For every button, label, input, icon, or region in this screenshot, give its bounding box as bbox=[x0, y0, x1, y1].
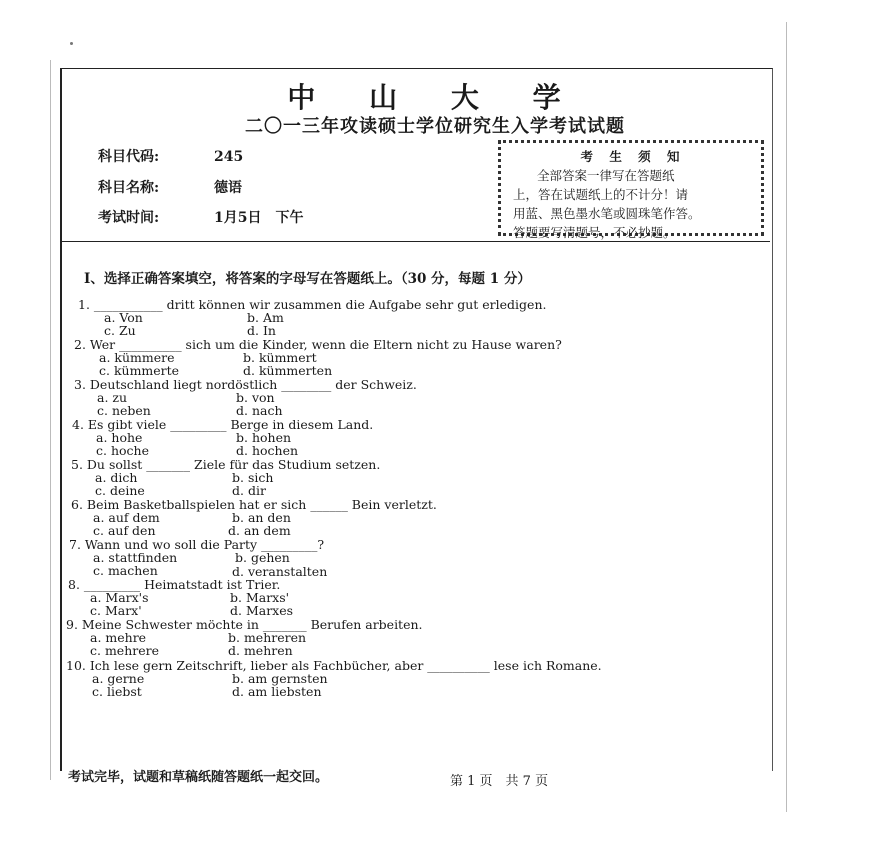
question-stem: 9. Meine Schwester möchte in _______ Berufen arbeiten. bbox=[66, 617, 423, 632]
option-b: b. an den bbox=[232, 510, 291, 525]
question-stem: 7. Wann und wo soll die Party _________? bbox=[69, 537, 325, 552]
option-a: a. Von bbox=[104, 310, 143, 325]
option-c: c. neben bbox=[97, 403, 151, 418]
option-d: d. In bbox=[247, 323, 276, 338]
option-c: c. auf den bbox=[93, 523, 156, 538]
option-a: a. zu bbox=[97, 390, 128, 405]
option-d: d. dir bbox=[232, 483, 266, 498]
scan-speck bbox=[70, 42, 73, 45]
question-stem: 10. Ich lese gern Zeitschrift, lieber als Fachbücher, aber __________ lese ich Romane. bbox=[66, 658, 602, 673]
option-d: d. hochen bbox=[236, 443, 299, 458]
question-stem: 3. Deutschland liegt nordöstlich ________ der Schweiz. bbox=[74, 377, 417, 392]
section-title: I、选择正确答案填空，将答案的字母写在答题纸上。（30 分，每题 1 分） bbox=[84, 271, 531, 287]
notice-line: 用蓝、黑色墨水笔或圆珠笔作答。 bbox=[513, 206, 701, 221]
option-a: a. auf dem bbox=[93, 510, 160, 525]
subject-name-label: 科目名称: bbox=[98, 180, 160, 196]
option-a: a. hohe bbox=[96, 430, 143, 445]
option-a: a. dich bbox=[95, 470, 138, 485]
option-c: c. Zu bbox=[104, 323, 136, 338]
option-c: c. liebst bbox=[92, 684, 142, 699]
exam-time-row bbox=[98, 207, 303, 227]
question-stem: 6. Beim Basketballspielen hat er sich ______ Bein verletzt. bbox=[71, 497, 437, 512]
notice-title: 考 生 须 知 bbox=[580, 149, 686, 164]
option-b: b. kümmert bbox=[243, 350, 317, 365]
exam-title: 二〇一三年攻读硕士学位研究生入学考试试题 bbox=[245, 116, 625, 137]
option-b: b. mehreren bbox=[228, 630, 307, 645]
question-stem: 8. _________ Heimatstadt ist Trier. bbox=[68, 577, 281, 592]
option-c: c. kümmerte bbox=[99, 363, 180, 378]
notice-line: 全部答案一律写在答题纸 bbox=[537, 168, 675, 183]
university-name: 中 山 大 学 bbox=[287, 81, 583, 114]
option-a: a. kümmere bbox=[99, 350, 175, 365]
option-d: d. veranstalten bbox=[232, 564, 328, 579]
right-edge-line bbox=[786, 22, 787, 812]
footer-instruction: 考试完毕，试题和草稿纸随答题纸一起交回。 bbox=[68, 770, 329, 785]
subject-code-value: 245 bbox=[214, 149, 244, 165]
option-d: d. am liebsten bbox=[232, 684, 322, 699]
question-stem: 4. Es gibt viele _________ Berge in diesem Land. bbox=[72, 417, 374, 432]
question-stem: 5. Du sollst _______ Ziele für das Studium setzen. bbox=[71, 457, 381, 472]
option-a: a. Marx's bbox=[90, 590, 149, 605]
option-c: c. Marx' bbox=[90, 603, 142, 618]
question-stem: 2. Wer __________ sich um die Kinder, wenn die Eltern nicht zu Hause waren? bbox=[74, 337, 562, 352]
option-a: a. gerne bbox=[92, 671, 145, 686]
option-b: b. hohen bbox=[236, 430, 292, 445]
option-b: b. am gernsten bbox=[232, 671, 328, 686]
subject-code-row bbox=[98, 146, 243, 166]
option-d: d. kümmerten bbox=[243, 363, 333, 378]
option-a: a. mehre bbox=[90, 630, 147, 645]
candidate-notice bbox=[498, 140, 764, 240]
subject-name-value: 德语 bbox=[214, 180, 242, 196]
option-d: d. Marxes bbox=[230, 603, 294, 618]
option-c: c. hoche bbox=[96, 443, 149, 458]
page-number: 第 1 页 共 7 页 bbox=[450, 774, 549, 789]
option-b: b. sich bbox=[232, 470, 274, 485]
option-c: c. deine bbox=[95, 483, 145, 498]
option-d: d. nach bbox=[236, 403, 283, 418]
option-a: a. stattfinden bbox=[93, 550, 178, 565]
question-stem: 1. ___________ dritt können wir zusammen die Aufgabe sehr gut erledigen. bbox=[78, 297, 547, 312]
notice-line: 上，答在试题纸上的不计分！请 bbox=[513, 187, 689, 202]
option-b: b. Marxs' bbox=[230, 590, 290, 605]
left-edge-line bbox=[50, 60, 51, 780]
subject-code-label: 科目代码: bbox=[98, 149, 160, 165]
option-d: d. mehren bbox=[228, 643, 293, 658]
option-d: d. an dem bbox=[228, 523, 291, 538]
option-b: b. Am bbox=[247, 310, 284, 325]
subject-name-row bbox=[98, 177, 242, 197]
option-c: c. machen bbox=[93, 563, 158, 578]
option-b: b. gehen bbox=[235, 550, 290, 565]
option-b: b. von bbox=[236, 390, 275, 405]
exam-time-label: 考试时间: bbox=[98, 210, 160, 226]
notice-line: 答题要写清题号，不必抄题。 bbox=[513, 225, 676, 240]
option-c: c. mehrere bbox=[90, 643, 159, 658]
exam-time-value: 1月5日 下午 bbox=[214, 210, 304, 226]
